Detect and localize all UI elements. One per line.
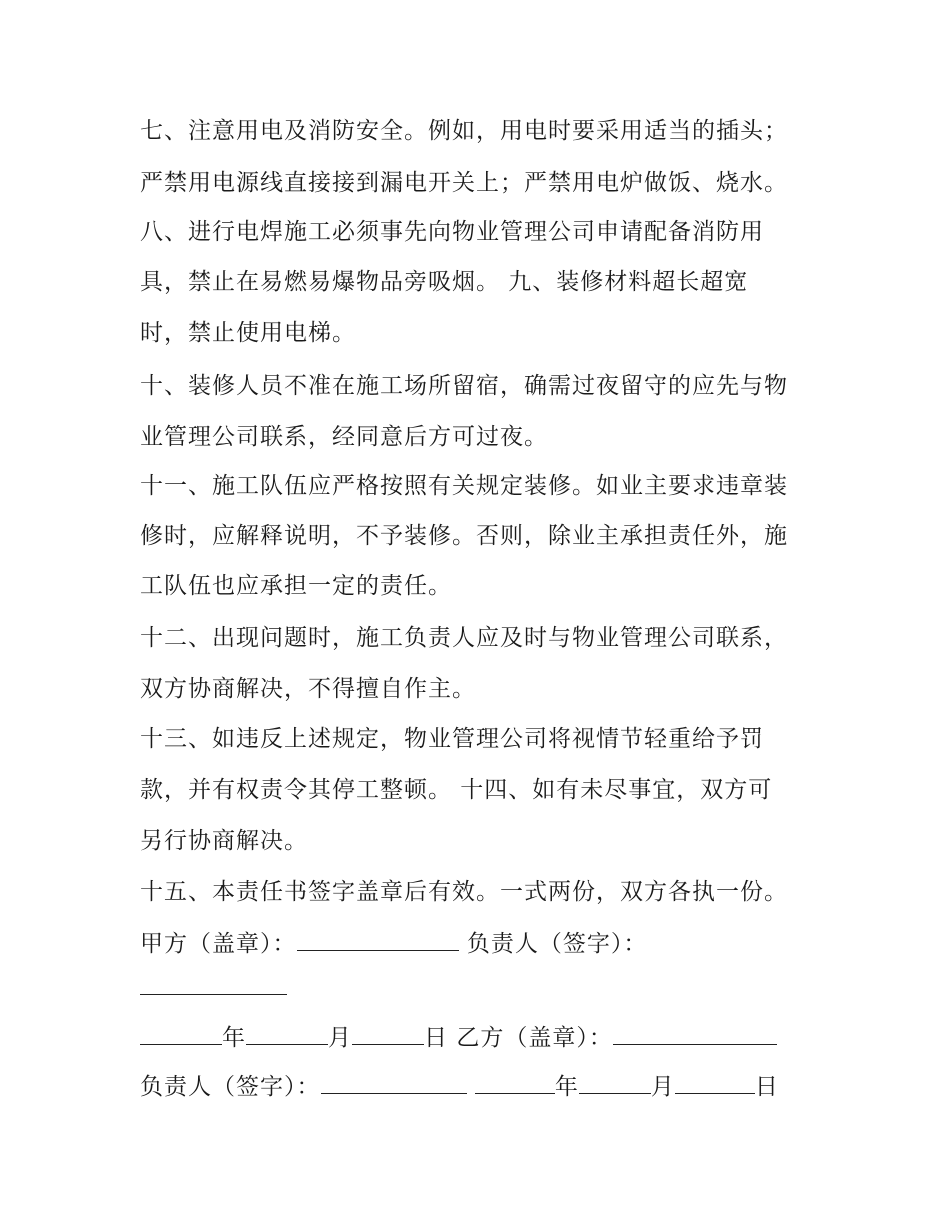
text-line: 十五、本责任书签字盖章后有效。一式两份，双方各执一份。 [140, 879, 788, 905]
party-b-signature-blank[interactable] [321, 1071, 467, 1094]
signature-line-date-party-b [140, 1022, 777, 1053]
text-line: 修时，应解释说明，不予装修。否则，除业主承担责任外，施 [140, 523, 788, 549]
day-label: 日 [424, 1025, 448, 1051]
party-a-seal-blank[interactable] [297, 928, 459, 951]
text-line: 具，禁止在易燃易爆物品旁吸烟。 九、装修材料超长超宽 [140, 269, 749, 295]
text-line: 十二、出现问题时，施工负责人应及时与物业管理公司联系， [140, 625, 788, 651]
party-a-label: 甲方（盖章）： [140, 931, 297, 957]
month-label-2: 月 [650, 1074, 675, 1100]
year-blank[interactable] [140, 1022, 222, 1045]
month-blank-2[interactable] [579, 1071, 651, 1094]
day-blank[interactable] [352, 1022, 424, 1045]
party-b-seal-blank[interactable] [613, 1022, 777, 1045]
text-line: 十一、施工队伍应严格按照有关规定装修。如业主要求违章装 [140, 473, 788, 499]
year-label-2: 年 [554, 1074, 579, 1100]
day-label-2: 日 [754, 1074, 779, 1100]
day-blank-2[interactable] [675, 1071, 755, 1094]
text-line: 另行协商解决。 [140, 828, 308, 854]
text-line: 款，并有权责令其停工整顿。 十四、如有未尽事宜，双方可 [140, 777, 773, 803]
signature-line-blank [140, 972, 287, 1003]
month-blank[interactable] [246, 1022, 328, 1045]
year-label: 年 [222, 1025, 246, 1051]
responsible-label-2: 负责人（签字）： [140, 1074, 321, 1100]
year-blank-2[interactable] [475, 1071, 555, 1094]
signature-line-party-a [140, 928, 647, 959]
text-line: 十三、如违反上述规定，物业管理公司将视情节轻重给予罚 [140, 726, 764, 752]
text-line: 双方协商解决，不得擅自作主。 [140, 676, 476, 702]
text-line: 八、进行电焊施工必须事先向物业管理公司申请配备消防用 [140, 219, 764, 245]
text-line: 业管理公司联系，经同意后方可过夜。 [140, 424, 548, 450]
text-line: 十、装修人员不准在施工场所留宿，确需过夜留守的应先与物 [140, 373, 788, 399]
signature-line-party-b-responsible [140, 1071, 779, 1102]
party-a-signature-blank[interactable] [140, 972, 287, 995]
text-line: 工队伍也应承担一定的责任。 [140, 573, 452, 599]
text-line: 严禁用电源线直接接到漏电开关上；严禁用电炉做饭、烧水。 [140, 170, 788, 196]
text-line: 七、注意用电及消防安全。例如，用电时要采用适当的插头； [140, 118, 788, 144]
responsible-label: 负责人（签字）： [466, 931, 648, 957]
text-line: 时，禁止使用电梯。 [140, 320, 356, 346]
month-label: 月 [328, 1025, 352, 1051]
party-b-label: 乙方（盖章）： [456, 1025, 613, 1051]
